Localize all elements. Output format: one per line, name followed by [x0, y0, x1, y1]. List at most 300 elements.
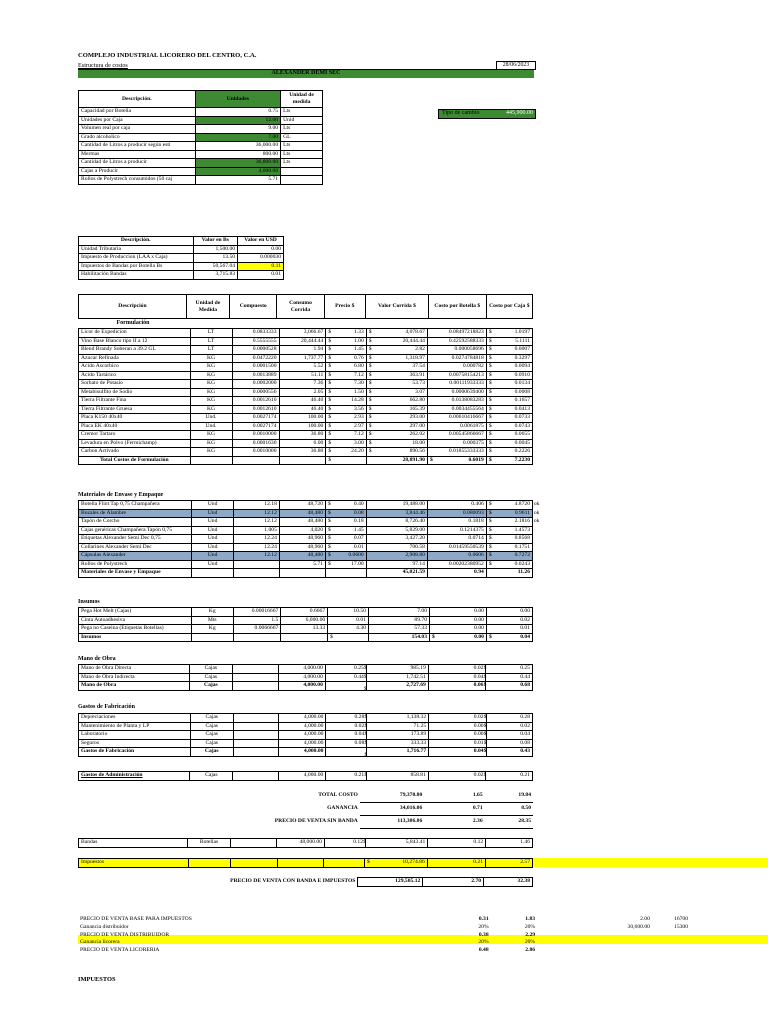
row-desc: Gastos de Fabricación [79, 748, 191, 757]
row-caja: 0.44 [486, 673, 533, 682]
row-botella: 0.406 [427, 501, 486, 510]
bottom-label: PRECIO DE VENTA BASE PARA IMPUESTOS [80, 916, 192, 923]
row-caja: 0.00 [486, 608, 532, 617]
row-unit: Und [192, 509, 234, 518]
taxes-header: Valor en USD [238, 237, 284, 246]
row-compuesto: 12.18 [234, 501, 280, 510]
param-label: Grado alcoholico [79, 133, 196, 142]
summary-botella: 0.71 [424, 802, 484, 815]
row-caja: 0.25 [486, 665, 533, 674]
params-table [78, 90, 323, 185]
tax-usd: 0.01 [238, 271, 284, 280]
param-label: Volumen real por caja [79, 125, 196, 134]
bottom-caja: 20% [524, 939, 536, 946]
row-consumo: 46.40 [279, 405, 326, 414]
formulacion-row [79, 354, 533, 363]
tax-row [79, 254, 284, 263]
row-desc: Mano de Obra [79, 682, 190, 691]
row-botella: 0.0714 [427, 535, 486, 544]
col-precio: Precio $ [324, 295, 365, 319]
row-precio: $ 0.18 [326, 518, 367, 527]
row-valor: 19,488.00 [366, 501, 427, 510]
row-unit: Mts [191, 616, 233, 625]
bottom-label: PRECIO DE VENTA DISTRIBUIDOR [80, 931, 170, 938]
row-compuesto: 1.005 [234, 526, 280, 535]
total-botella: 0.94 [427, 569, 486, 578]
row-caja: 0.28 [486, 714, 532, 723]
summary-label: PRECIO DE VENTA SIN BANDA [274, 818, 358, 825]
row-valor: 858.81 [367, 772, 429, 781]
summary-caja: 19.84 [485, 789, 533, 802]
row-precio: $ 0.0600 [326, 552, 367, 561]
empty-cell [232, 673, 278, 682]
formulacion-row [79, 414, 533, 423]
row-unit: Und [192, 535, 234, 544]
row-caja: $ 0.0007 [486, 346, 532, 355]
total-label: Insumos [79, 633, 192, 642]
row-botella: 0.000058696 [427, 346, 486, 355]
row-unit: KG [190, 380, 232, 389]
tax-row [79, 245, 284, 254]
row-desc: Cinta Autoadhesiva [79, 616, 192, 625]
empty-cell [232, 456, 279, 465]
row-caja: $ 0.0910 [486, 371, 532, 380]
total-label: Materiales de Envase y Empaque [79, 569, 192, 578]
bottom-botella: 0.31 [478, 916, 489, 923]
summary-valor: 113,386.86 [360, 815, 424, 828]
row-unit: KG [190, 363, 232, 372]
row-botella: 0.000782 [427, 363, 486, 372]
row-valor: 3,427.20 [366, 535, 427, 544]
bottom-extra: 30,600.00 [627, 924, 650, 931]
row-desc: Cápsulas Alexander [79, 552, 192, 561]
row-valor: $ 363.91 [366, 371, 427, 380]
row-valor: $ 2.82 [366, 346, 427, 355]
row-desc: Mano de Obra Directa [79, 665, 190, 674]
row-unit: KG [190, 431, 232, 440]
params-header: Descripción. [79, 91, 196, 108]
bottom-caja: 2.86 [525, 946, 536, 953]
row-valor: $ 1,318.97 [366, 354, 427, 363]
row-valor: $ 890.56 [366, 448, 427, 457]
row-compuesto: 0.00016667 [233, 608, 280, 617]
row-valor: 2,908.80 [366, 552, 427, 561]
row-caja: 0.01 [486, 625, 532, 634]
subtitle: Estructura de costos [78, 62, 128, 69]
row-botella: 0.1214375 [427, 526, 486, 535]
row-caja: $ 1.0197 [486, 329, 532, 338]
tax-label: Impuesto de Produccion (LAA x Caja) [79, 254, 194, 263]
row-desc: Depreciaciones [79, 714, 191, 723]
row-precio: 4.30 [328, 625, 369, 634]
row-unit: Cajas [189, 673, 232, 682]
envase-row [79, 526, 533, 535]
impuestos-title: IMPUESTOS [78, 976, 116, 983]
row-unit: Cajas [190, 739, 233, 748]
empty-cell [234, 569, 280, 578]
mano-obra-table [78, 664, 533, 691]
row-compuesto: 0.0001500 [232, 363, 279, 372]
gastos-fab-row [79, 722, 533, 731]
row-desc: Blend Brandy Soberan a 39.2 GL [79, 346, 191, 355]
row-consumo: 46.40 [279, 397, 326, 406]
params-row [79, 133, 323, 142]
final-price-row [78, 878, 533, 887]
formulacion-row [79, 363, 533, 372]
row-compuesto: 0.0066667 [233, 625, 280, 634]
summary-caja: 8.50 [485, 802, 533, 815]
bottom-extra2: 15300 [674, 924, 688, 931]
empty-cell [281, 633, 328, 642]
summary-row [78, 802, 533, 815]
row-unit: Cajas [190, 722, 233, 731]
empty-cell [231, 859, 277, 868]
formulacion-row [79, 380, 533, 389]
row-unit: Kg [191, 608, 233, 617]
tax-usd: 0.11 [238, 262, 284, 271]
row-unit: KG [190, 405, 232, 414]
row-caja: 0.43 [486, 748, 532, 757]
empty-cell [233, 772, 279, 781]
row-caja: $ 0.1657 [486, 397, 532, 406]
row-consumo: 48,480 [279, 509, 325, 518]
params-header: Unidad de medida [281, 91, 323, 108]
bottom-extra: 2.00 [640, 916, 650, 923]
row-botella: 0.0034455564 [427, 405, 486, 414]
row-desc: Laboratorio [79, 731, 191, 740]
row-valor: 173.89 [367, 731, 429, 740]
row-precio: $ 1.45 [326, 346, 366, 355]
row-desc: Rollos de Polystrech [79, 560, 192, 569]
tax-label: Habilitación Bandas [79, 271, 194, 280]
row-precio: $ 7.12 [326, 371, 366, 380]
envase-table [78, 500, 540, 578]
row-precio: 0.02 $ [326, 722, 367, 731]
param-label: Unidades por Caja [79, 116, 196, 125]
params-row [79, 150, 323, 159]
row-precio: 10.50 [328, 608, 369, 617]
row-unit: Und [192, 560, 234, 569]
formulacion-row [79, 439, 533, 448]
row-consumo: 4,000.00 [279, 731, 326, 740]
row-consumo: 6,000.00 [281, 616, 328, 625]
mano-obra-title: Mano de Obra [78, 656, 116, 662]
row-unit: Botellas [187, 839, 231, 848]
row-compuesto: 0.0012610 [232, 405, 279, 414]
row-desc: Tierra Filtrante Gruesa [79, 405, 191, 414]
row-unit: Cajas [190, 731, 233, 740]
param-value: 800.00 [195, 150, 280, 159]
final-valor: 129,505.12 [358, 878, 423, 887]
row-compuesto: 0.0000528 [232, 346, 279, 355]
exchange-label: Tipo de cambio [442, 110, 480, 116]
row-precio: $ 24.20 [326, 448, 366, 457]
row-consumo: 100.00 [279, 414, 326, 423]
row-consumo: 1.94 [279, 346, 326, 355]
row-desc: Acido Tartárico [79, 371, 191, 380]
bottom-extra [537, 931, 652, 939]
params-row [79, 142, 323, 151]
company-name: COMPLEJO INDUSTRIAL LICORERO DEL CENTRO, C.A. [78, 52, 257, 59]
row-compuesto: 0.0833333 [232, 329, 279, 338]
final-price-table [78, 877, 533, 887]
row-consumo: 4,000.00 [279, 722, 326, 731]
empty-cell [233, 739, 279, 748]
row-precio: $ [326, 748, 367, 757]
row-compuesto: 0.0472220 [232, 354, 279, 363]
row-unit: Kg [191, 625, 233, 634]
row-valor: 97.14 [366, 560, 427, 569]
formulacion-row [79, 422, 533, 431]
empty-cell [231, 839, 277, 848]
empty-cell [279, 456, 326, 465]
final-caja: 32.38 [484, 878, 533, 887]
row-consumo: 5.71 [279, 560, 325, 569]
row-consumo: 48,960 [279, 543, 325, 552]
bottom-row [78, 924, 690, 932]
col-valor: Valor Corrida $ [365, 295, 428, 319]
row-consumo: 1,737.77 [279, 354, 326, 363]
bottom-caja: 2.29 [525, 931, 536, 938]
row-compuesto: 12.24 [234, 535, 280, 544]
bottom-extra2 [652, 931, 690, 939]
row-compuesto: 1.5 [233, 616, 280, 625]
row-desc: Carbon Activado [79, 448, 191, 457]
total-valor: 45,021.59 [366, 569, 427, 578]
summary-row [78, 815, 533, 828]
summary-label: GANANCIA [327, 805, 358, 812]
insumos-table [78, 607, 533, 642]
envase-title: Materiales de Envase y Empaque [78, 492, 164, 498]
tax-usd: 0.00 [238, 245, 284, 254]
product-title: ALEXANDER DEMI SEC [78, 70, 534, 78]
row-desc: Mano de Obra Indirecta [79, 673, 190, 682]
bottom-botella: 0.48 [478, 946, 489, 953]
row-valor: $ 4,078.67 [366, 329, 427, 338]
row-desc: Bandas [79, 839, 188, 848]
row-botella: 0.00 [430, 608, 487, 617]
row-consumo: 5.52 [279, 363, 326, 372]
row-caja: 1.46 [486, 839, 533, 848]
exchange-rate-box [438, 109, 536, 119]
final-botella: 2.70 [423, 878, 484, 887]
param-value: 12.00 [195, 116, 280, 125]
row-precio: $ 0.08 [326, 509, 367, 518]
row-botella: 0.42592588333 [427, 337, 486, 346]
row-valor: 57.33 [368, 625, 429, 634]
row-caja: $ 0.0655 [486, 431, 532, 440]
total-caja: 11.26 [486, 569, 532, 578]
tax-bs: 3,715.83 [193, 271, 238, 280]
tax-bs: 1,500.00 [193, 245, 238, 254]
row-valor: $ 37.54 [366, 363, 427, 372]
row-consumo: 4,000.00 [279, 748, 326, 757]
row-compuesto: 0.5555555 [232, 337, 279, 346]
param-value: 7.00 [195, 133, 280, 142]
row-precio: $ 3.56 [326, 405, 366, 414]
row-valor: $ 10,274.86 [364, 859, 427, 868]
row-caja: $ 0.8568 [486, 535, 532, 544]
row-valor: $ 297.00 [366, 422, 427, 431]
row-consumo: 36.80 [279, 448, 326, 457]
col-compuesto: Compuesto [229, 295, 277, 319]
gastos-fab-row [79, 731, 533, 740]
col-unidad: Unidad de Medida [186, 295, 229, 319]
param-unit [281, 176, 323, 185]
row-consumo: 3,066.67 [279, 329, 326, 338]
row-botella: 0.08497218823 [427, 329, 486, 338]
param-value: 4,000.00 [195, 167, 280, 176]
empty-cell [232, 682, 278, 691]
currency-cell: $ [328, 633, 369, 642]
mano-obra-total-row [79, 682, 533, 691]
params-row [79, 159, 323, 168]
row-valor: 2,727.69 [366, 682, 428, 691]
row-precio: $ 1.00 [326, 337, 366, 346]
row-desc: Azucar Refinada [79, 354, 191, 363]
main-header-table [78, 294, 533, 319]
param-unit: GL [281, 133, 323, 142]
row-desc: Placa EK 40x40 [79, 422, 191, 431]
row-consumo: 48,960 [279, 535, 325, 544]
row-desc: Levadura en Polvo (Fermichamp) [79, 439, 191, 448]
row-precio: 0.08 $ [326, 739, 367, 748]
params-row [79, 167, 323, 176]
row-botella: 0.01855333333 [427, 448, 486, 457]
formulacion-row [79, 329, 533, 338]
params-row [79, 125, 323, 134]
formulacion-row [79, 346, 533, 355]
gastos-fab-row [79, 739, 533, 748]
gastos-admin-row [79, 772, 533, 781]
row-consumo: 48,720 [279, 501, 325, 510]
total-caja: $ 7.2230 [486, 456, 532, 465]
row-caja: $ 5.1111 [486, 337, 532, 346]
envase-row [79, 509, 533, 518]
row-botella: 0.00202380952 [427, 560, 486, 569]
tax-label: Impuestos de Bandas por Botella Bs [79, 262, 194, 271]
param-unit: Lts [281, 150, 323, 159]
params-row [79, 176, 323, 185]
row-precio: $ 7.12 [326, 431, 366, 440]
row-unit: Und [192, 518, 234, 527]
param-unit: Lts [281, 159, 323, 168]
row-consumo: 4,020 [279, 526, 325, 535]
empty-cell [191, 633, 233, 642]
gastos-fab-title: Gastos de Fabricación [78, 704, 135, 710]
row-valor: 71.25 [367, 722, 429, 731]
row-caja: $ 0.7272 [486, 552, 532, 561]
row-caja: $ 1.4573 [486, 526, 532, 535]
col-descripcion: Descripción [79, 295, 187, 319]
param-value: 36,000.00 [195, 142, 280, 151]
empty-cell [192, 569, 234, 578]
row-precio: 0.12 $ [324, 839, 365, 848]
bottom-label: Ganancia distribuidor [80, 924, 129, 931]
row-unit: KG [190, 388, 232, 397]
row-precio: $ 1.50 [326, 388, 366, 397]
row-caja: $ 0.0134 [486, 380, 532, 389]
row-botella: 0.0061875 [427, 422, 486, 431]
bottom-table [78, 916, 690, 954]
envase-total-row [79, 569, 533, 578]
bottom-row [78, 916, 690, 924]
row-precio: $ 1.45 [326, 526, 367, 535]
row-botella: 0.0606 [427, 552, 486, 561]
bottom-extra [537, 946, 652, 954]
final-label: PRECIO DE VENTA CON BANDA E IMPUESTOS [230, 878, 356, 885]
row-desc: Seguros [79, 739, 191, 748]
taxes-header: Descripción. [79, 237, 194, 246]
row-compuesto: 12.24 [234, 543, 280, 552]
row-caja: $ 0.3297 [486, 354, 532, 363]
total-valor: 28,891.90 [366, 456, 427, 465]
param-label: Cajas a Producir [79, 167, 196, 176]
summary-valor: 34,016.06 [360, 802, 424, 815]
row-botella: 0.00 [430, 625, 487, 634]
row-unit: LT [190, 329, 232, 338]
envase-row [79, 501, 533, 510]
param-label: Mermas [79, 150, 196, 159]
row-precio: 0.21 $ [326, 772, 367, 781]
envase-row [79, 560, 533, 569]
tax-label: Unidad Tributaria [79, 245, 194, 254]
row-desc: Botella Flint Tap 0,75 Champañera [79, 501, 192, 510]
row-botella: 0.00545866667 [427, 431, 486, 440]
row-botella: 0.02 $ [428, 772, 486, 781]
row-desc: Cremor Tartaro [79, 431, 191, 440]
row-consumo: 4,000.00 [278, 682, 325, 691]
row-consumo: 7.36 [279, 380, 326, 389]
summary-table [78, 789, 533, 829]
row-valor: 700.58 [366, 543, 427, 552]
row-valor: 7.00 [368, 608, 429, 617]
empty-cell [190, 456, 232, 465]
row-desc: Tapón de Corcho [79, 518, 192, 527]
col-caja: Costo por Caja $ [486, 295, 532, 319]
row-desc: Etiquetas Alexander Semi Dec 0,75 [79, 535, 192, 544]
row-desc: Impuestos [79, 859, 189, 868]
row-botella: 0.06 $ [428, 682, 486, 691]
row-unit: KG [190, 397, 232, 406]
formulacion-row [79, 397, 533, 406]
bottom-row [78, 931, 690, 939]
currency-cell: $ [326, 456, 366, 465]
row-caja: $ 0.1751 [486, 543, 532, 552]
row-unit: LT [190, 346, 232, 355]
gastos-fab-table [78, 713, 533, 757]
row-botella: 0.00758154213 [427, 371, 486, 380]
ok-flag: ok [533, 518, 540, 525]
col-botella: Costo por Botella $ [429, 295, 487, 319]
summary-botella: 2.36 [424, 815, 484, 828]
row-caja: 0.02 [486, 616, 532, 625]
row-botella: 0.00 $ [429, 731, 486, 740]
row-unit: Cajas [189, 682, 232, 691]
row-precio: $ 14.28 [326, 397, 366, 406]
row-consumo: 48,000.00 [277, 839, 325, 848]
params-row [79, 116, 323, 125]
row-unit: KG [190, 439, 232, 448]
formulacion-table [78, 328, 533, 465]
param-unit: Lts [281, 125, 323, 134]
row-botella: 0.12 [428, 839, 486, 848]
summary-caja: 28.35 [485, 815, 533, 828]
row-unit: Und. [190, 422, 232, 431]
summary-valor: 79,370.80 [360, 789, 424, 802]
bottom-extra2: 16700 [674, 916, 688, 923]
param-label: Capacidad por Botella [79, 108, 196, 117]
